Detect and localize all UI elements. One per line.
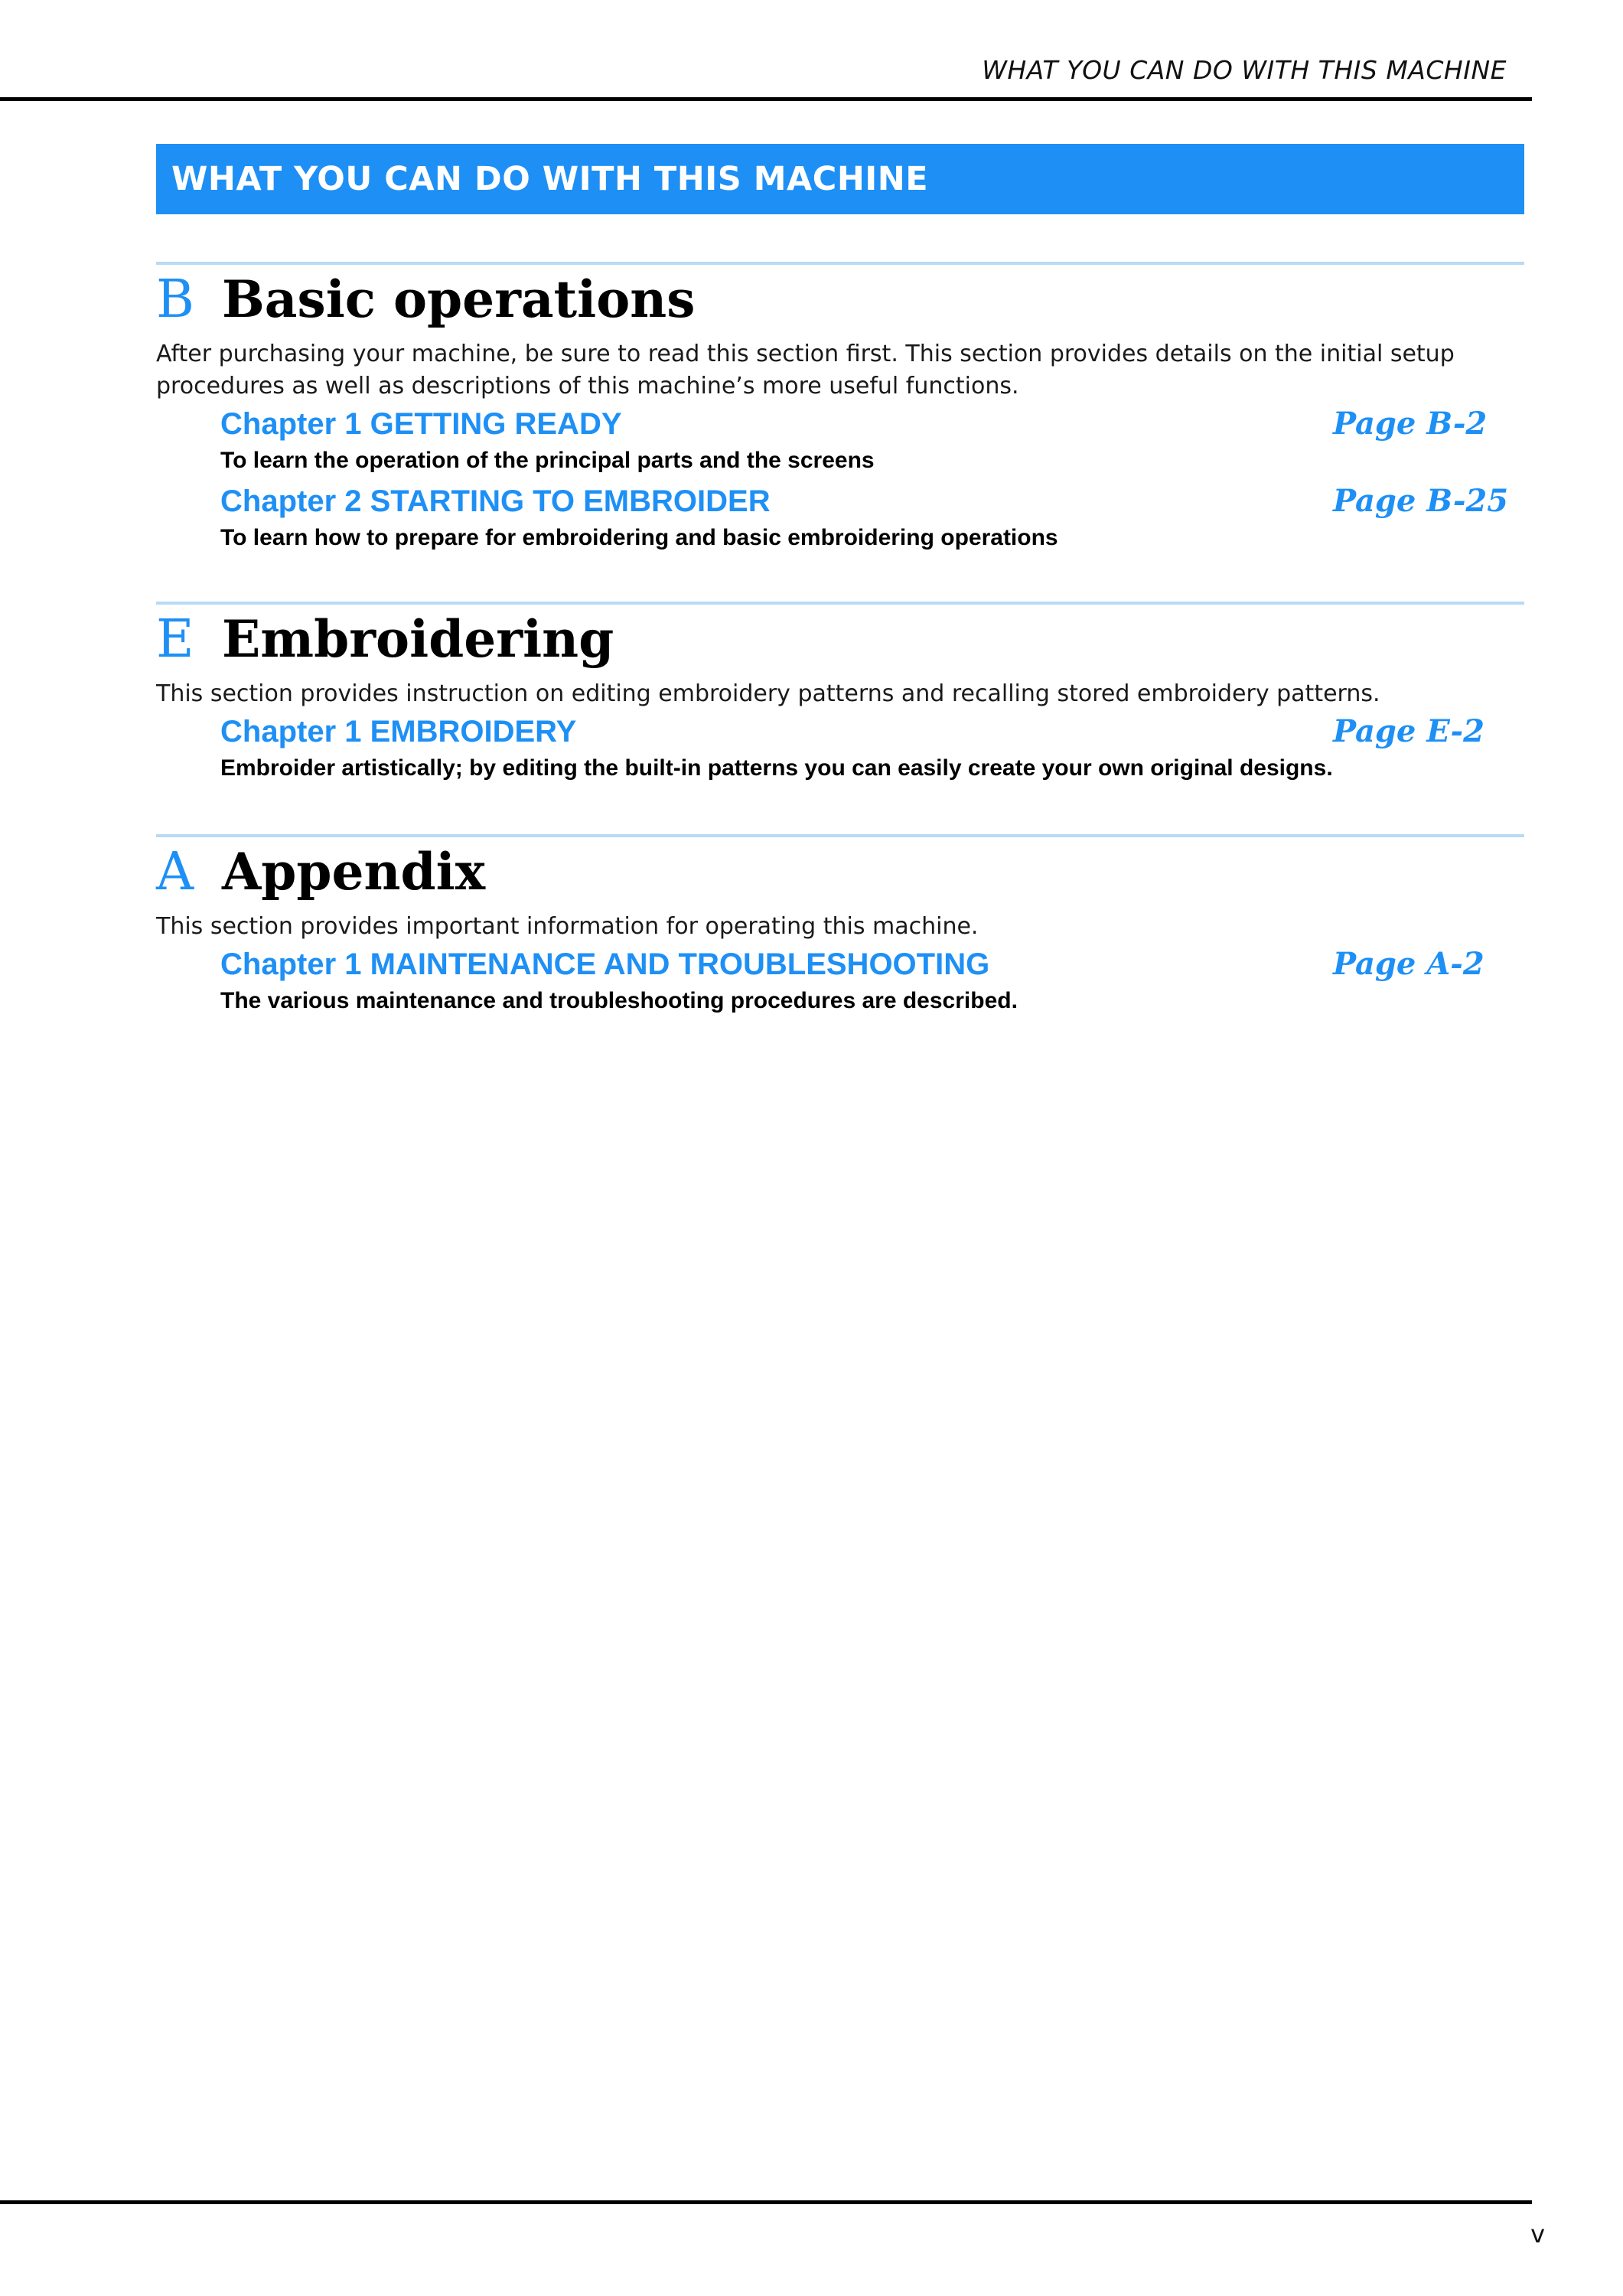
section-divider [156, 262, 1524, 265]
section-heading [156, 609, 1524, 677]
section-basic-operations [156, 262, 1524, 557]
section-title: Basic operations [222, 269, 696, 329]
running-header: WHAT YOU CAN DO WITH THIS MACHINE [982, 55, 1507, 85]
chapter-title[interactable]: Chapter 2 STARTING TO EMBROIDER [220, 484, 771, 518]
chapter-entry [220, 710, 1484, 788]
chapter-page-ref[interactable]: Page A-2 [1333, 946, 1484, 982]
footer-rule [0, 2200, 1532, 2204]
chapter-description: To learn the operation of the principal parts and the screens [220, 448, 875, 473]
chapter-title[interactable]: Chapter 1 MAINTENANCE AND TROUBLESHOOTING [220, 947, 990, 981]
chapter-page-ref[interactable]: Page B-2 [1333, 406, 1488, 442]
section-description: This section provides important information for operating this machine. [156, 913, 979, 940]
chapter-entry [220, 403, 1488, 480]
section-letter: E [156, 609, 194, 670]
chapter-title[interactable]: Chapter 1 EMBROIDERY [220, 715, 577, 748]
section-letter: A [156, 842, 194, 902]
section-divider [156, 834, 1524, 837]
chapter-page-ref[interactable]: Page E-2 [1333, 713, 1484, 749]
chapter-entry [220, 943, 1484, 1020]
section-title: Appendix [222, 842, 486, 902]
section-description: After purchasing your machine, be sure to read this section first. This section provides details on the initial setup procedures as well as descriptions of this machine’s more useful functions. [156, 341, 1455, 400]
section-appendix [156, 834, 1524, 1020]
section-divider [156, 602, 1524, 605]
chapter-entry [220, 480, 1509, 557]
section-description: This section provides instruction on editing embroidery patterns and recalling stored embroidery patterns. [156, 680, 1380, 707]
chapter-description: The various maintenance and troubleshooting procedures are described. [220, 988, 1018, 1013]
page-number: v [1530, 2219, 1545, 2249]
banner-title: WHAT YOU CAN DO WITH THIS MACHINE [171, 160, 929, 198]
section-heading [156, 269, 1524, 337]
section-heading [156, 842, 1524, 909]
chapter-description: To learn how to prepare for embroidering and basic embroidering operations [220, 525, 1058, 550]
header-rule [0, 97, 1532, 101]
section-letter: B [156, 269, 194, 330]
section-title: Embroidering [222, 609, 614, 669]
section-embroidering [156, 602, 1524, 788]
chapter-description: Embroider artistically; by editing the built-in patterns you can easily create your own original designs. [220, 755, 1333, 781]
chapter-page-ref[interactable]: Page B-25 [1333, 483, 1509, 519]
section-banner [156, 144, 1524, 214]
chapter-title[interactable]: Chapter 1 GETTING READY [220, 407, 622, 441]
